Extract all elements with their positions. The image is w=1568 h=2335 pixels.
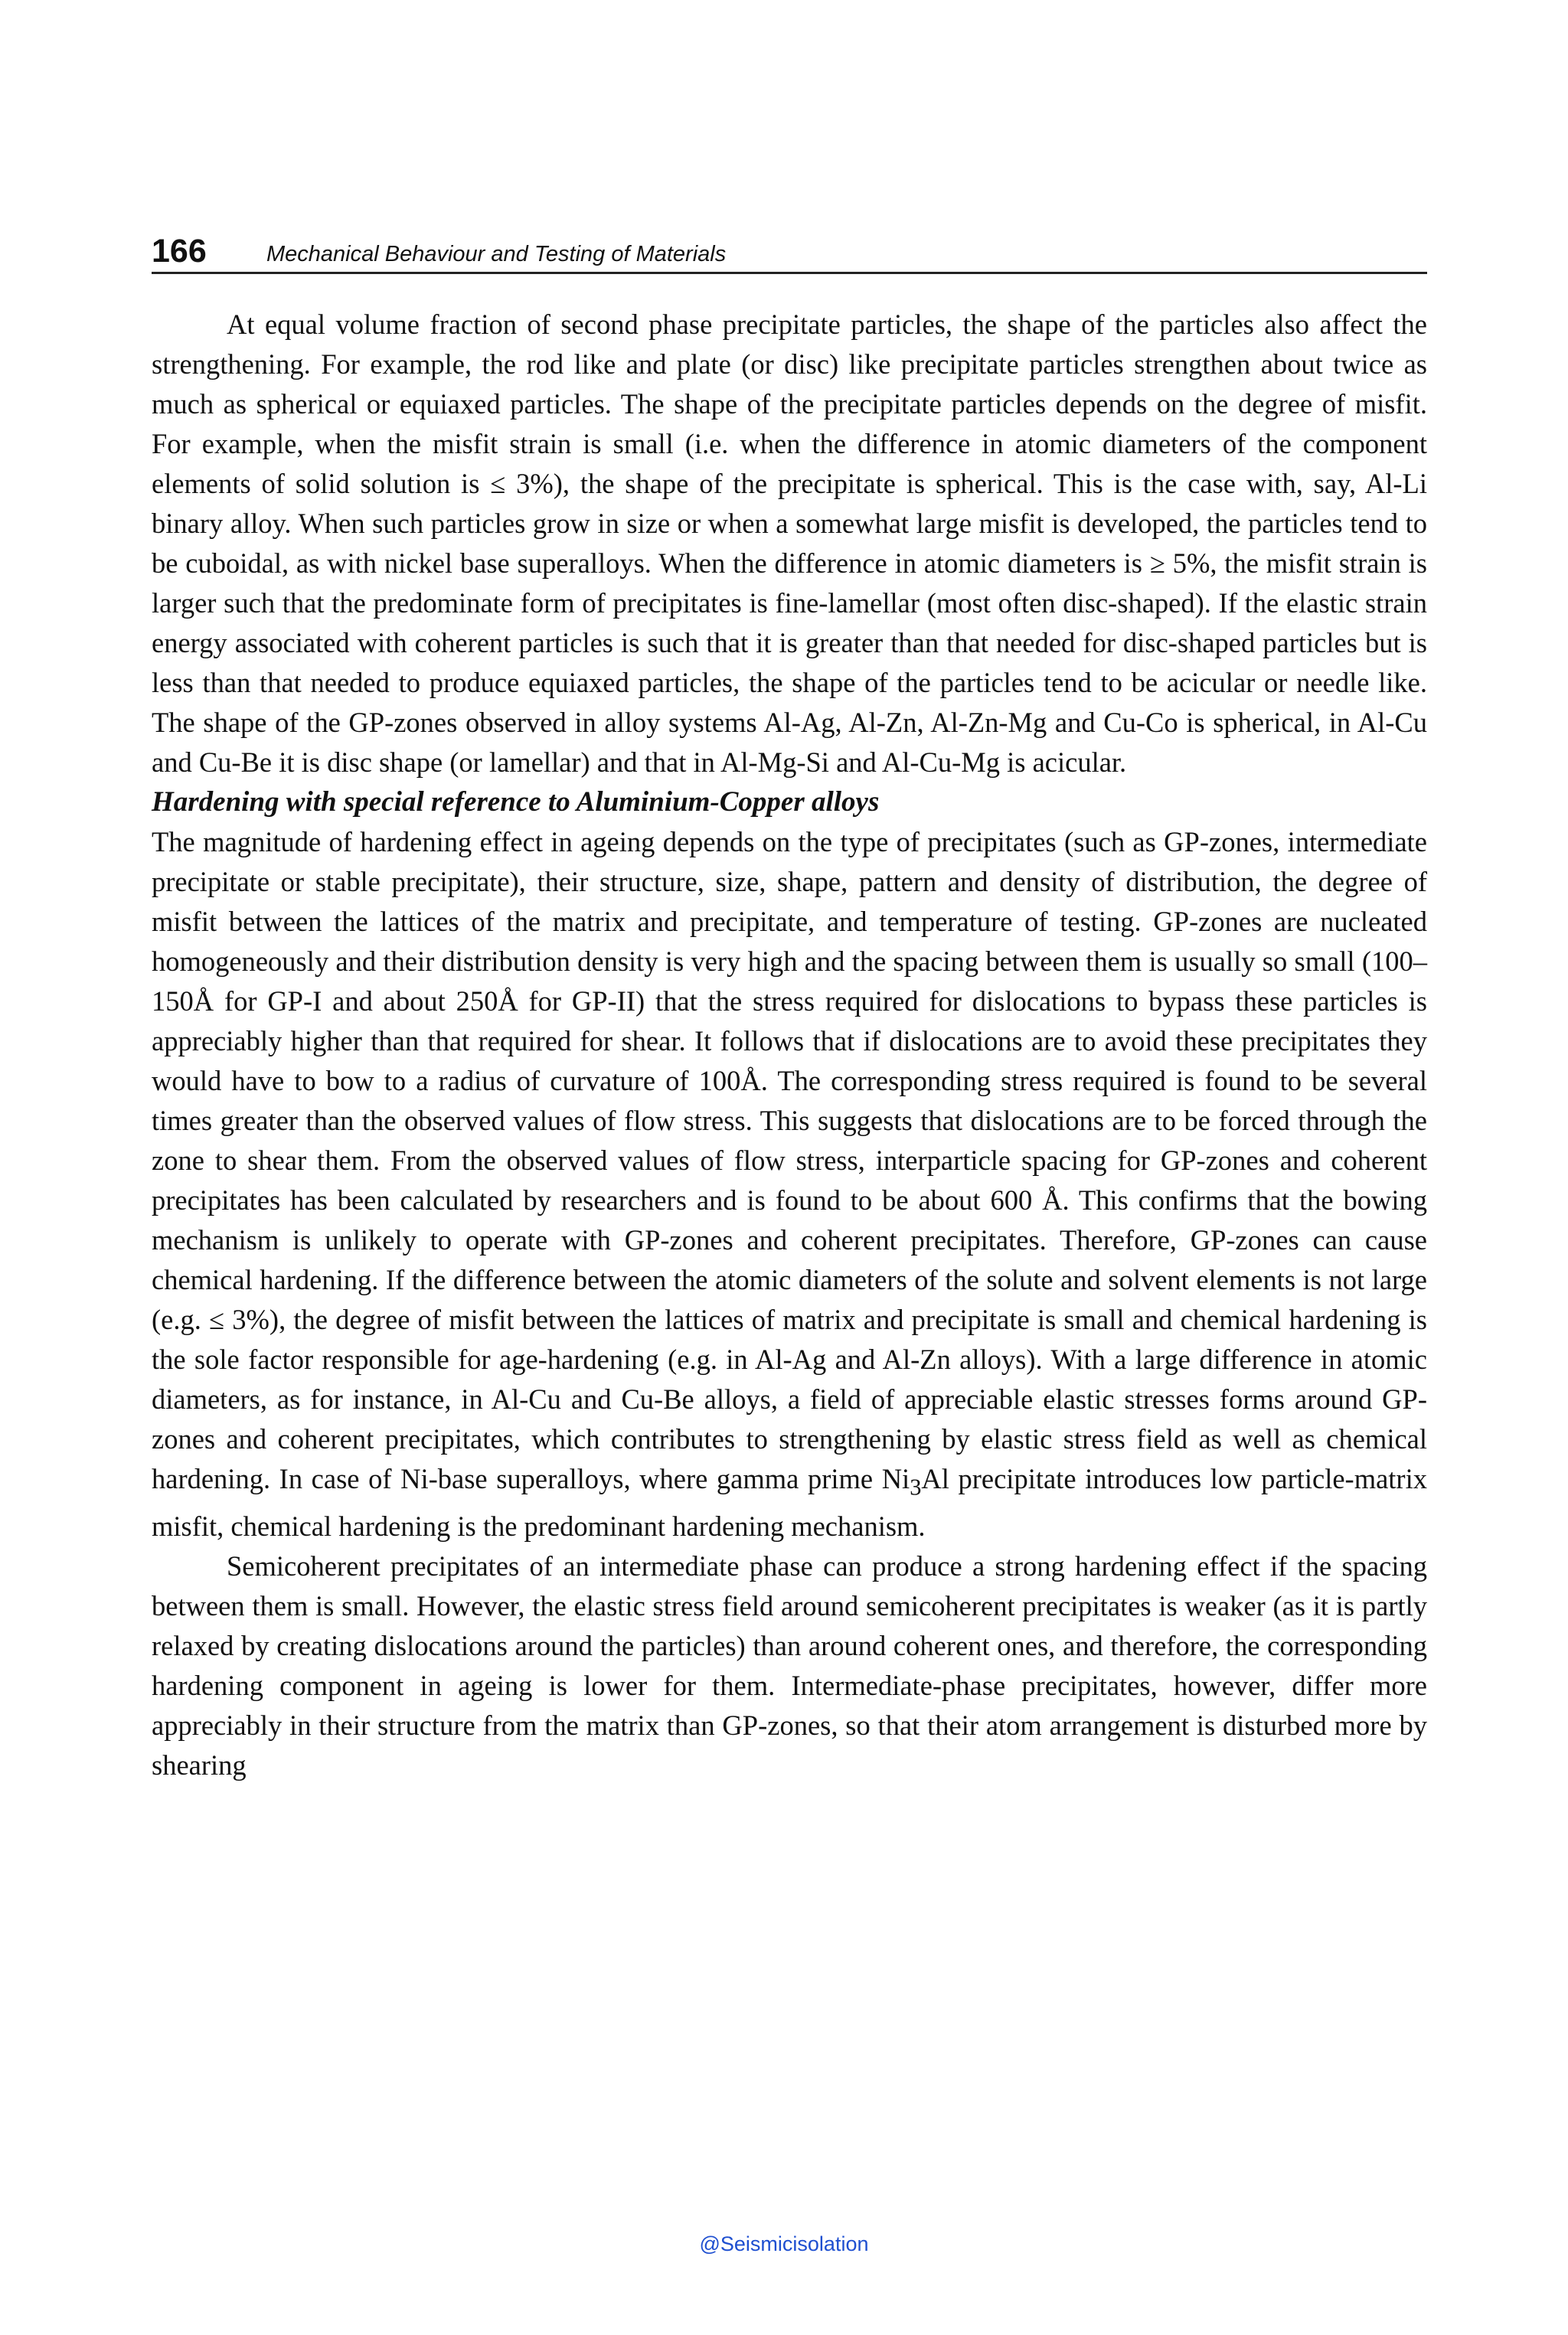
watermark: @Seismicisolation <box>699 2232 869 2255</box>
page-body <box>152 305 1427 1785</box>
body-paragraph-3: Semicoherent precipitates of an intermediate phase can produce a strong hardening effect if the spacing between them is small. However, the elastic stress field around semicoherent precipitates is weaker (as it is partly relaxed by creating dislocations around the particles) than around coherent ones, and therefore, the corresponding hardening component in ageing is lower for them. Intermediate-phase precipitates, however, differ more appreciably in their structure from the matrix than GP-zones, so that their atom arrangement is disturbed more by shearing <box>152 1550 1427 1781</box>
paragraph-2-text-part-1: The magnitude of hardening effect in ageing depends on the type of precipitates (such as GP-zones, intermediate precipitate or stable precipitate), their structure, size, shape, pattern and density of distribution, the degree of misfit between the lattices of the matrix and precipitate, and temperature of testing. GP-zones are nucleated homogeneously and their distribution density is very high and the spacing between them is usually so small (100–150Å for GP-I and about 250Å for GP-II) that the stress required for dislocations to bypass these particles is appreciably higher than that required for shear. It follows that if dislocations are to avoid these precipitates they would have to bow to a radius of curvature of 100Å. The corresponding stress required is found to be several times greater than the observed values of flow stress. This suggests that dislocations are to be forced through the zone to shear them. From the observed values of flow stress, interparticle spacing for GP-zones and coherent precipitates has been calculated by researchers and is found to be about 600 Å. This confirms that the bowing mechanism is unlikely to operate with GP-zones and coherent precipitates. Therefore, GP-zones can cause chemical hardening. If the difference between the atomic diameters of the solute and solvent elements is not large (e.g. ≤ 3%), the degree of misfit between the lattices of matrix and precipitate is small and chemical hardening is the sole factor responsible for age-hardening (e.g. in Al-Ag and Al-Zn alloys). With a large difference in atomic diameters, as for instance, in Al-Cu and Cu-Be alloys, a field of appreciable elastic stresses forms around GP-zones and coherent precipitates, which contributes to strengthening by elastic stress field as well as chemical hardening. In case of Ni-base superalloys, where gamma prime Ni <box>152 826 1427 1494</box>
section-heading: Hardening with special reference to Aluminium-Copper alloys <box>152 786 880 818</box>
page-header <box>152 227 1427 274</box>
ni3al-subscript: 3 <box>910 1474 922 1501</box>
paragraph-2-text-part-2: Al precipitate introduces low particle-matrix misfit, chemical hardening is the predominant hardening mechanism. <box>152 1463 1427 1543</box>
body-paragraph-1: At equal volume fraction of second phase precipitate particles, the shape of the particles also affect the strengthening. For example, the rod like and plate (or disc) like precipitate particles strengthen about twice as much as spherical or equiaxed particles. The shape of the precipitate particles depends on the degree of misfit. For example, when the misfit strain is small (i.e. when the difference in atomic diameters of the component elements of solid solution is ≤ 3%), the shape of the precipitate is spherical. This is the case with, say, Al-Li binary alloy. When such particles grow in size or when a somewhat large misfit is developed, the particles tend to be cuboidal, as with nickel base superalloys. When the difference in atomic diameters is ≥ 5%, the misfit strain is larger such that the predominate form of precipitates is fine-lamellar (most often disc-shaped). If the elastic strain energy associated with coherent particles is such that it is greater than that needed for disc-shaped particles but is less than that needed to produce equiaxed particles, the shape of the particles tend to be acicular or needle like. The shape of the GP-zones observed in alloy systems Al-Ag, Al-Zn, Al-Zn-Mg and Cu-Co is spherical, in Al-Cu and Cu-Be it is disc shape (or lamellar) and that in Al-Mg-Si and Al-Cu-Mg is acicular. <box>152 309 1427 778</box>
body-paragraph-2 <box>152 822 1427 1546</box>
page-number: 166 <box>152 233 207 269</box>
running-title: Mechanical Behaviour and Testing of Materials <box>266 242 727 266</box>
